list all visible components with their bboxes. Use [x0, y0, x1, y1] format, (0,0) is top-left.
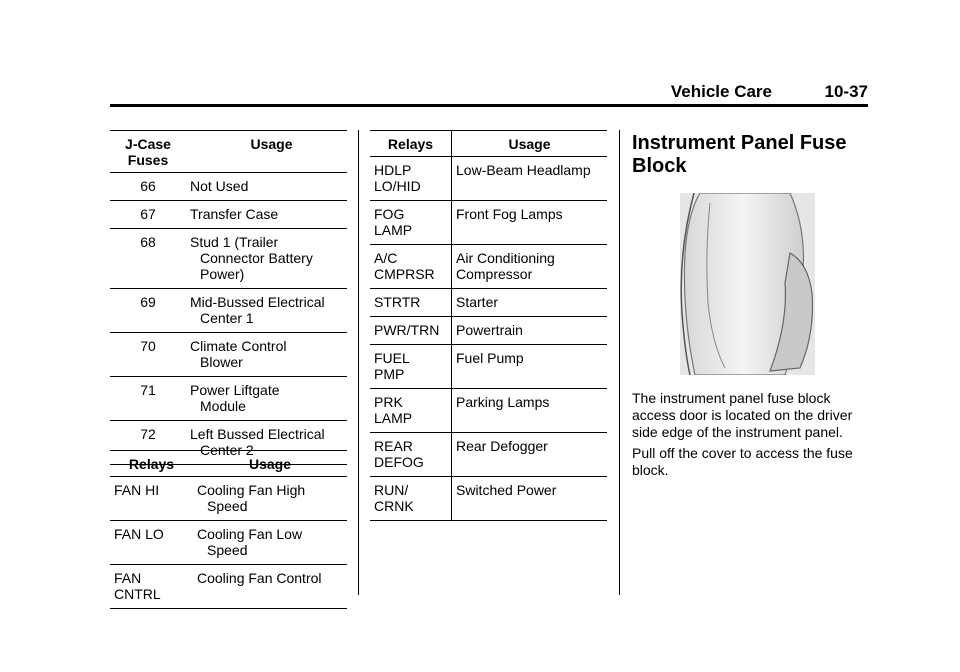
- relay-line: CNTRL: [114, 586, 161, 602]
- table-row: [370, 245, 607, 289]
- relay-usage: [452, 389, 608, 433]
- usage-line: Parking Lamps: [456, 394, 550, 410]
- relay-name: [370, 345, 452, 389]
- table-row: [110, 521, 347, 565]
- table-row: [370, 345, 607, 389]
- table-header-row: [370, 131, 607, 157]
- table-row: [110, 173, 347, 201]
- relay-line: STRTR: [374, 294, 421, 310]
- relay-name: [370, 433, 452, 477]
- relay-line: A/C: [374, 250, 398, 266]
- col-header-relays: Relays: [370, 131, 452, 157]
- fuse-usage: [186, 377, 347, 421]
- table-row: [370, 201, 607, 245]
- relay-line: FAN HI: [114, 482, 160, 498]
- relay-name: [370, 289, 452, 317]
- table-row: [370, 289, 607, 317]
- table-row: [110, 289, 347, 333]
- table-row: [110, 229, 347, 289]
- relay-usage: [452, 477, 608, 521]
- usage-line: Climate Control: [190, 338, 287, 354]
- relay-usage: [452, 345, 608, 389]
- relay-usage: [452, 317, 608, 345]
- relay-usage: [452, 201, 608, 245]
- fuse-number: 72: [140, 426, 156, 442]
- relay-line: PMP: [374, 366, 405, 382]
- relay-line: FOG: [374, 206, 405, 222]
- fuse-number: 70: [140, 338, 156, 354]
- table-row: [370, 477, 607, 521]
- table-row: [110, 477, 347, 521]
- jcase-fuses-table: [110, 130, 347, 465]
- usage-line: Starter: [456, 294, 499, 310]
- column-divider-left: [358, 130, 359, 595]
- fuse-number: 68: [140, 234, 156, 250]
- fuse-usage: [186, 201, 347, 229]
- usage-line: Center 2: [200, 442, 254, 458]
- relay-line: CMPRSR: [374, 266, 435, 282]
- relay-usage: [452, 289, 608, 317]
- usage-line: Mid-Bussed Electrical: [190, 294, 325, 310]
- relay-line: LO/HID: [374, 178, 421, 194]
- table-header-row: [110, 451, 347, 477]
- col-header-usage: Usage: [250, 136, 293, 152]
- relay-name: [110, 477, 193, 521]
- relay-line: PWR/TRN: [374, 322, 440, 338]
- relay-line: CRNK: [374, 498, 414, 514]
- fuse-number: 69: [140, 294, 156, 310]
- relay-line: LAMP: [374, 222, 413, 238]
- relay-name: [110, 521, 193, 565]
- table-row: [370, 389, 607, 433]
- fuse-usage: [186, 333, 347, 377]
- usage-line: Front Fog Lamps: [456, 206, 563, 222]
- usage-line: Fuel Pump: [456, 350, 524, 366]
- table-row: [370, 317, 607, 345]
- col-header-relays: Relays: [128, 456, 175, 472]
- relay-name: [370, 389, 452, 433]
- usage-line: Cooling Fan Low: [197, 526, 303, 542]
- usage-line: Module: [200, 398, 246, 414]
- illustration-svg: [670, 193, 870, 375]
- relay-line: FAN: [114, 570, 142, 586]
- heading-line: Instrument Panel Fuse: [632, 132, 847, 154]
- relay-line: HDLP: [374, 162, 412, 178]
- page-number: 10-37: [824, 82, 868, 101]
- usage-line: Not Used: [190, 178, 249, 194]
- usage-line: Blower: [200, 354, 243, 370]
- usage-line: Powertrain: [456, 322, 523, 338]
- header-rule: [110, 104, 868, 107]
- section-title: Vehicle Care: [670, 82, 772, 101]
- usage-line: Cooling Fan Control: [197, 570, 322, 586]
- usage-line: Cooling Fan High: [197, 482, 306, 498]
- fuse-number: 71: [140, 382, 156, 398]
- heading-line: Block: [632, 155, 687, 177]
- usage-line: Stud 1 (Trailer: [190, 234, 279, 250]
- col-header-usage: Usage: [508, 136, 551, 152]
- relay-line: FAN LO: [114, 526, 164, 542]
- usage-line: Center 1: [200, 310, 254, 326]
- usage-line: Compressor: [456, 266, 533, 282]
- relay-usage: [193, 477, 347, 521]
- relay-line: REAR: [374, 438, 413, 454]
- usage-line: Connector Battery: [200, 250, 313, 266]
- usage-line: Switched Power: [456, 482, 557, 498]
- relay-name: [370, 477, 452, 521]
- fuse-block-door-illustration: [670, 193, 870, 375]
- usage-line: Power): [200, 266, 245, 282]
- relay-name: [370, 157, 452, 201]
- table-row: [110, 201, 347, 229]
- usage-line: Speed: [207, 498, 248, 514]
- table-header-row: [110, 131, 347, 173]
- col-header-usage: Usage: [248, 456, 292, 472]
- usage-line: Power Liftgate: [190, 382, 280, 398]
- instruction-paragraph: Pull off the cover to access the fuse block.: [632, 445, 853, 478]
- relays-table-left: [110, 450, 347, 609]
- fuse-number: 67: [140, 206, 156, 222]
- relay-name: [370, 245, 452, 289]
- relay-line: LAMP: [374, 410, 413, 426]
- relay-usage: [452, 245, 608, 289]
- table-row: [370, 433, 607, 477]
- usage-line: Transfer Case: [190, 206, 279, 222]
- fuse-usage: [186, 229, 347, 289]
- relay-usage: [452, 433, 608, 477]
- table-row: [110, 565, 347, 609]
- relay-name: [110, 565, 193, 609]
- table-row: [370, 157, 607, 201]
- relay-usage: [193, 521, 347, 565]
- description-paragraph: The instrument panel fuse block access door is located on the driver side edge of the instrument panel.: [632, 390, 853, 440]
- usage-line: Air Conditioning: [456, 250, 555, 266]
- relay-line: PRK: [374, 394, 403, 410]
- col-header-fuses: J-Case Fuses: [125, 136, 171, 168]
- fuse-usage: [186, 173, 347, 201]
- fuse-usage: [186, 289, 347, 333]
- usage-line: Left Bussed Electrical: [190, 426, 325, 442]
- usage-line: Low-Beam Headlamp: [456, 162, 591, 178]
- usage-line: Rear Defogger: [456, 438, 548, 454]
- relay-usage: [452, 157, 608, 201]
- usage-line: Speed: [207, 542, 248, 558]
- relays-table-middle: [370, 130, 607, 521]
- relay-name: [370, 317, 452, 345]
- fuse-number: 66: [140, 178, 156, 194]
- page-header: [110, 82, 868, 102]
- relay-usage: [193, 565, 347, 609]
- relay-name: [370, 201, 452, 245]
- relay-line: RUN/: [374, 482, 409, 498]
- table-row: [110, 333, 347, 377]
- relay-line: DEFOG: [374, 454, 424, 470]
- column-divider-right: [619, 130, 620, 595]
- section-heading: [632, 132, 862, 178]
- relay-line: FUEL: [374, 350, 410, 366]
- table-row: [110, 377, 347, 421]
